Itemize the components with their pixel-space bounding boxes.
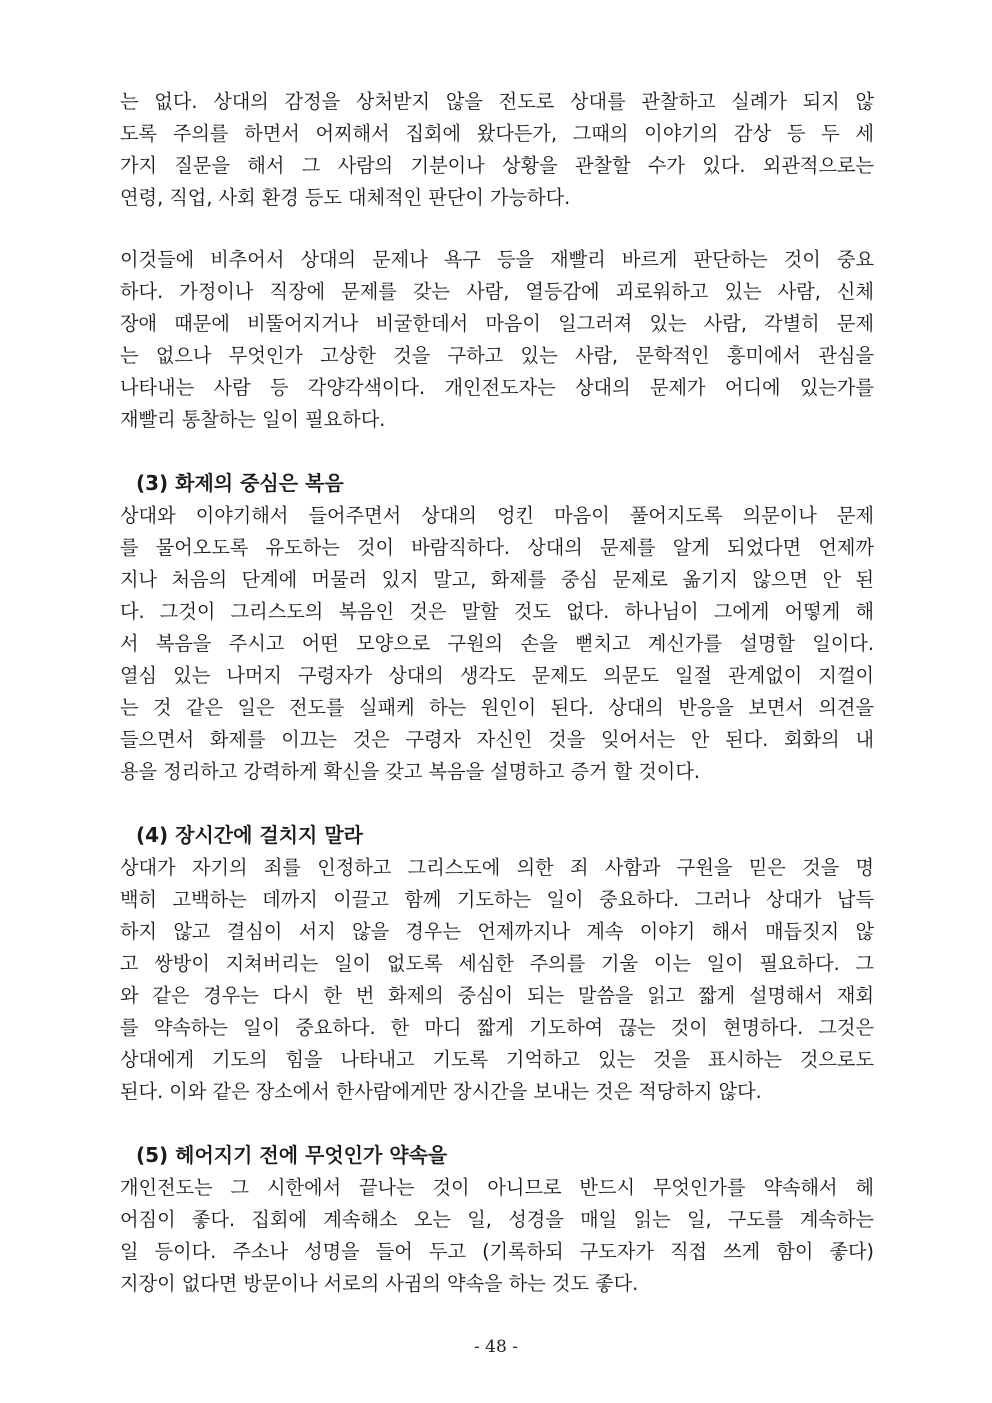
paragraph-judgement — [120, 244, 874, 436]
text-line: 나타내는 사람 등 각양각색이다. 개인전도자는 상대의 문제가 어디에 있는가를 — [120, 376, 874, 399]
text-line: 장애 때문에 비뚤어지거나 비굴한데서 마음이 일그러져 있는 사람, 각별히 문제 — [120, 312, 874, 335]
paragraph-gap — [120, 1108, 874, 1138]
text-line: 는 없으나 무엇인가 고상한 것을 구하고 있는 사람, 문학적인 흥미에서 관심을 — [120, 344, 874, 367]
paragraph-gap — [120, 788, 874, 818]
page-number: - 48 - — [474, 1337, 518, 1357]
text-line: 연령, 직업, 사회 환경 등도 대체적인 판단이 가능하다. — [120, 186, 571, 209]
document-body — [120, 86, 874, 1300]
paragraph-intro — [120, 86, 874, 214]
section-3 — [120, 466, 874, 788]
text-line: 가지 질문을 해서 그 사람의 기분이나 상황을 관찰할 수가 있다. 외관적으로는 — [120, 154, 874, 177]
text-line: 들으면서 화제를 이끄는 것은 구령자 자신인 것을 잊어서는 안 된다. 회화의 내 — [120, 728, 874, 751]
text-line: 를 약속하는 일이 중요하다. 한 마디 짧게 기도하여 끊는 것이 현명하다. 그것은 — [120, 1016, 874, 1039]
text-line: 백히 고백하는 데까지 이끌고 함께 기도하는 일이 중요하다. 그러나 상대가 납득 — [120, 888, 874, 911]
text-line: 상대와 이야기해서 들어주면서 상대의 엉킨 마음이 풀어지도록 의문이나 문제 — [120, 504, 874, 527]
text-line: 와 같은 경우는 다시 한 번 화제의 중심이 되는 말씀을 읽고 짧게 설명해서 재회 — [120, 984, 874, 1007]
text-line: 재빨리 통찰하는 일이 필요하다. — [120, 408, 386, 431]
text-line: 도록 주의를 하면서 어찌해서 집회에 왔다든가, 그때의 이야기의 감상 등 두 세 — [120, 122, 874, 145]
text-line: 된다. 이와 같은 장소에서 한사람에게만 장시간을 보내는 것은 적당하지 않다. — [120, 1080, 762, 1103]
text-line: 는 것 같은 일은 전도를 실패케 하는 원인이 된다. 상대의 반응을 보면서 의견을 — [120, 696, 874, 719]
text-line: 일 등이다. 주소나 성명을 들어 두고 (기록하되 구도자가 직접 쓰게 함이 좋다) — [120, 1240, 874, 1263]
text-line: 지장이 없다면 방문이나 서로의 사귐의 약속을 하는 것도 좋다. — [120, 1272, 639, 1295]
section-5 — [120, 1138, 874, 1300]
paragraph-gap — [120, 436, 874, 466]
text-line: 서 복음을 주시고 어떤 모양으로 구원의 손을 뻗치고 계신가를 설명할 일이다. — [120, 632, 874, 655]
section-4 — [120, 818, 874, 1108]
text-line: 지나 처음의 단계에 머물러 있지 말고, 화제를 중심 문제로 옮기지 않으면 안 된 — [120, 568, 874, 591]
section-heading: (5) 헤어지기 전에 무엇인가 약속을 — [136, 1143, 448, 1167]
text-line: 열심 있는 나머지 구령자가 상대의 생각도 문제도 의문도 일절 관계없이 지껄이 — [120, 664, 874, 687]
text-line: 상대에게 기도의 힘을 나타내고 기도록 기억하고 있는 것을 표시하는 것으로도 — [120, 1048, 874, 1071]
text-line: 용을 정리하고 강력하게 확신을 갖고 복음을 설명하고 증거 할 것이다. — [120, 760, 700, 783]
section-heading: (4) 장시간에 걸치지 말라 — [136, 823, 363, 847]
text-line: 는 없다. 상대의 감정을 상처받지 않을 전도로 상대를 관찰하고 실례가 되지 않 — [120, 90, 874, 113]
text-line: 개인전도는 그 시한에서 끝나는 것이 아니므로 반드시 무엇인가를 약속해서 헤 — [120, 1176, 874, 1199]
paragraph-gap — [120, 214, 874, 244]
text-line: 상대가 자기의 죄를 인정하고 그리스도에 의한 죄 사함과 구원을 믿은 것을 명 — [120, 856, 874, 879]
text-line: 다. 그것이 그리스도의 복음인 것은 말할 것도 없다. 하나님이 그에게 어떻게 해 — [120, 600, 874, 623]
text-line: 이것들에 비추어서 상대의 문제나 욕구 등을 재빨리 바르게 판단하는 것이 중요 — [120, 248, 874, 271]
text-line: 고 쌍방이 지쳐버리는 일이 없도록 세심한 주의를 기울 이는 일이 필요하다. 그 — [120, 952, 874, 975]
section-heading: (3) 화제의 중심은 복음 — [136, 471, 344, 495]
text-line: 하다. 가정이나 직장에 문제를 갖는 사람, 열등감에 괴로워하고 있는 사람, 신체 — [120, 280, 874, 303]
text-line: 를 물어오도록 유도하는 것이 바람직하다. 상대의 문제를 알게 되었다면 언제까 — [120, 536, 874, 559]
text-line: 하지 않고 결심이 서지 않을 경우는 언제까지나 계속 이야기 해서 매듭짓지 않 — [120, 920, 874, 943]
text-line: 어짐이 좋다. 집회에 계속해소 오는 일, 성경을 매일 읽는 일, 구도를 계속하는 — [120, 1208, 874, 1231]
